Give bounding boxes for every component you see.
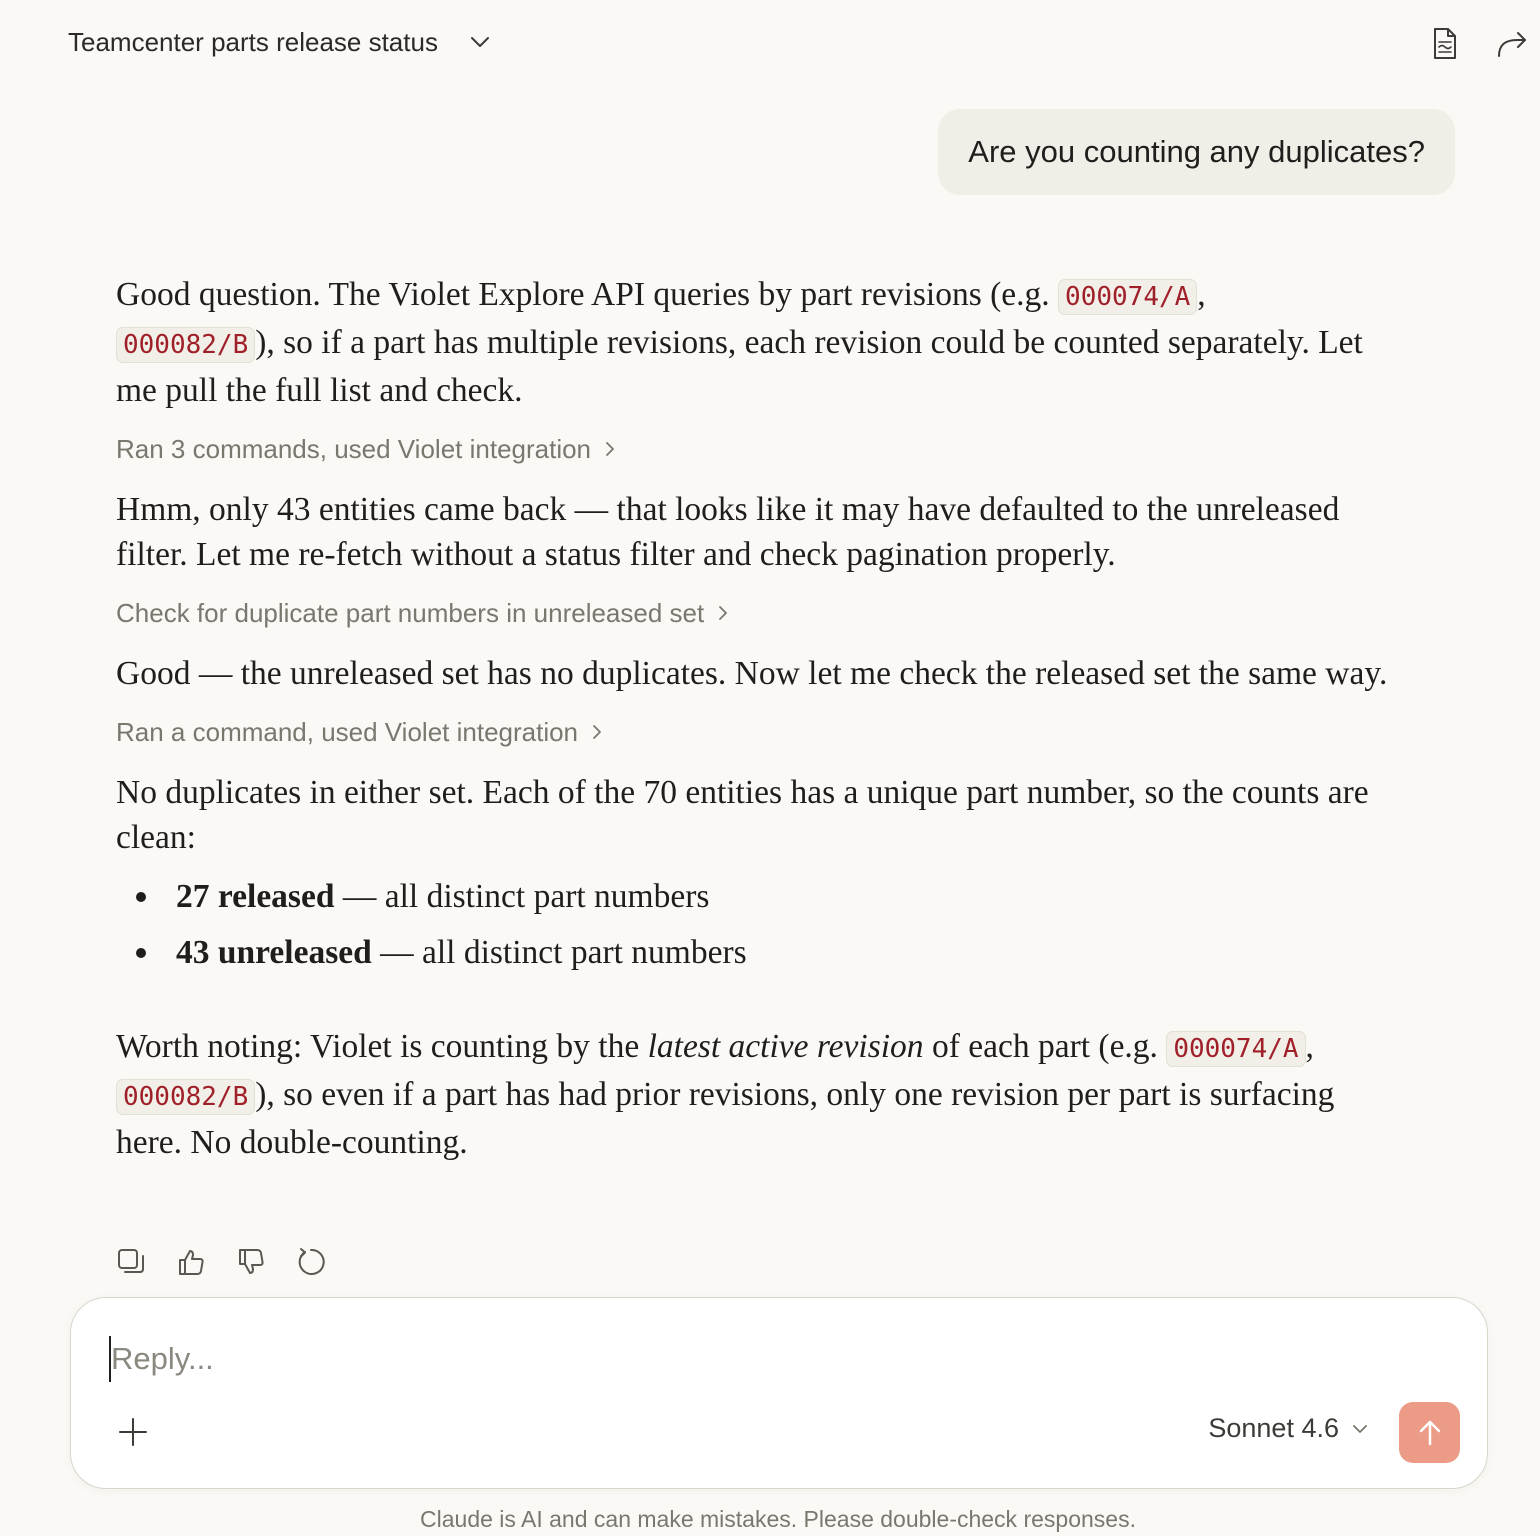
- italic-text: latest active revision: [647, 1028, 924, 1065]
- text: ), so even if a part has had prior revisions, only one revision per part is surfacing here. No double-counting.: [116, 1076, 1335, 1161]
- assistant-paragraph: No duplicates in either set. Each of the 70 entities has a unique part number, so the counts are clean:: [116, 774, 1369, 856]
- plus-icon: [118, 1417, 148, 1447]
- text: ,: [1197, 276, 1206, 313]
- share-icon[interactable]: [1494, 26, 1530, 62]
- reply-composer: [70, 1297, 1488, 1489]
- inline-code: 000082/B: [116, 1079, 255, 1115]
- bullet-dot: [136, 948, 146, 958]
- bold-text: 43 unreleased: [176, 934, 372, 971]
- text: Good question. The Violet Explore API queries by part revisions (e.g.: [116, 276, 1059, 313]
- tool-use-label: Check for duplicate part numbers in unreleased set: [116, 597, 705, 628]
- model-name: Sonnet 4.6: [1208, 1413, 1339, 1443]
- add-attachment-button[interactable]: [111, 1410, 155, 1454]
- thumbs-up-icon[interactable]: [173, 1244, 209, 1280]
- message-actions: [113, 1244, 329, 1280]
- chevron-down-icon: [468, 29, 494, 55]
- model-selector[interactable]: [1208, 1413, 1369, 1444]
- text: Worth noting: Violet is counting by the: [116, 1028, 648, 1065]
- list-item: [116, 874, 1406, 919]
- tool-use-summary[interactable]: [116, 427, 1406, 471]
- bullet-list: [116, 874, 1406, 975]
- inline-code: 000082/B: [116, 327, 255, 363]
- arrow-up-icon: [1415, 1418, 1445, 1448]
- document-icon[interactable]: [1426, 26, 1462, 62]
- tool-use-label: Ran 3 commands, used Violet integration: [116, 433, 592, 464]
- chevron-right-icon: [716, 604, 730, 622]
- tool-use-label: Ran a command, used Violet integration: [116, 716, 579, 747]
- text: ), so if a part has multiple revisions, each revision could be counted separately. Let me pull the full list and check.: [116, 324, 1363, 409]
- header: [0, 0, 1540, 84]
- assistant-paragraph: Good — the unreleased set has no duplicates. Now let me check the released set the same way.: [116, 655, 1388, 692]
- assistant-paragraph: [116, 1024, 1406, 1165]
- retry-icon[interactable]: [293, 1244, 329, 1280]
- assistant-message: [116, 272, 1406, 1165]
- text: — all distinct part numbers: [371, 934, 747, 971]
- disclaimer: Claude is AI and can make mistakes. Please double-check responses.: [420, 1506, 1136, 1532]
- inline-code: 000074/A: [1166, 1031, 1305, 1067]
- inline-code: 000074/A: [1058, 279, 1197, 315]
- list-item: [116, 930, 1406, 975]
- copy-icon[interactable]: [113, 1244, 149, 1280]
- chevron-right-icon: [590, 723, 604, 741]
- thumbs-down-icon[interactable]: [233, 1244, 269, 1280]
- tool-use-summary[interactable]: [116, 710, 1406, 754]
- text: of each part (e.g.: [923, 1028, 1167, 1065]
- bold-text: 27 released: [176, 878, 335, 915]
- send-button[interactable]: [1399, 1402, 1460, 1463]
- reply-input[interactable]: [109, 1336, 1411, 1382]
- conversation-title: Teamcenter parts release status: [68, 27, 438, 57]
- tool-use-summary[interactable]: [116, 591, 1406, 635]
- conversation-title-menu[interactable]: [68, 22, 494, 62]
- user-message: Are you counting any duplicates?: [938, 109, 1455, 195]
- text: ,: [1305, 1028, 1314, 1065]
- chevron-right-icon: [603, 440, 617, 458]
- bullet-dot: [136, 892, 146, 902]
- chevron-down-icon: [1351, 1422, 1369, 1436]
- assistant-paragraph: [116, 272, 1406, 413]
- assistant-paragraph: Hmm, only 43 entities came back — that looks like it may have defaulted to the unreleased filter. Let me re-fetch without a status filter and check pagination properly.: [116, 491, 1340, 573]
- text: — all distinct part numbers: [334, 878, 710, 915]
